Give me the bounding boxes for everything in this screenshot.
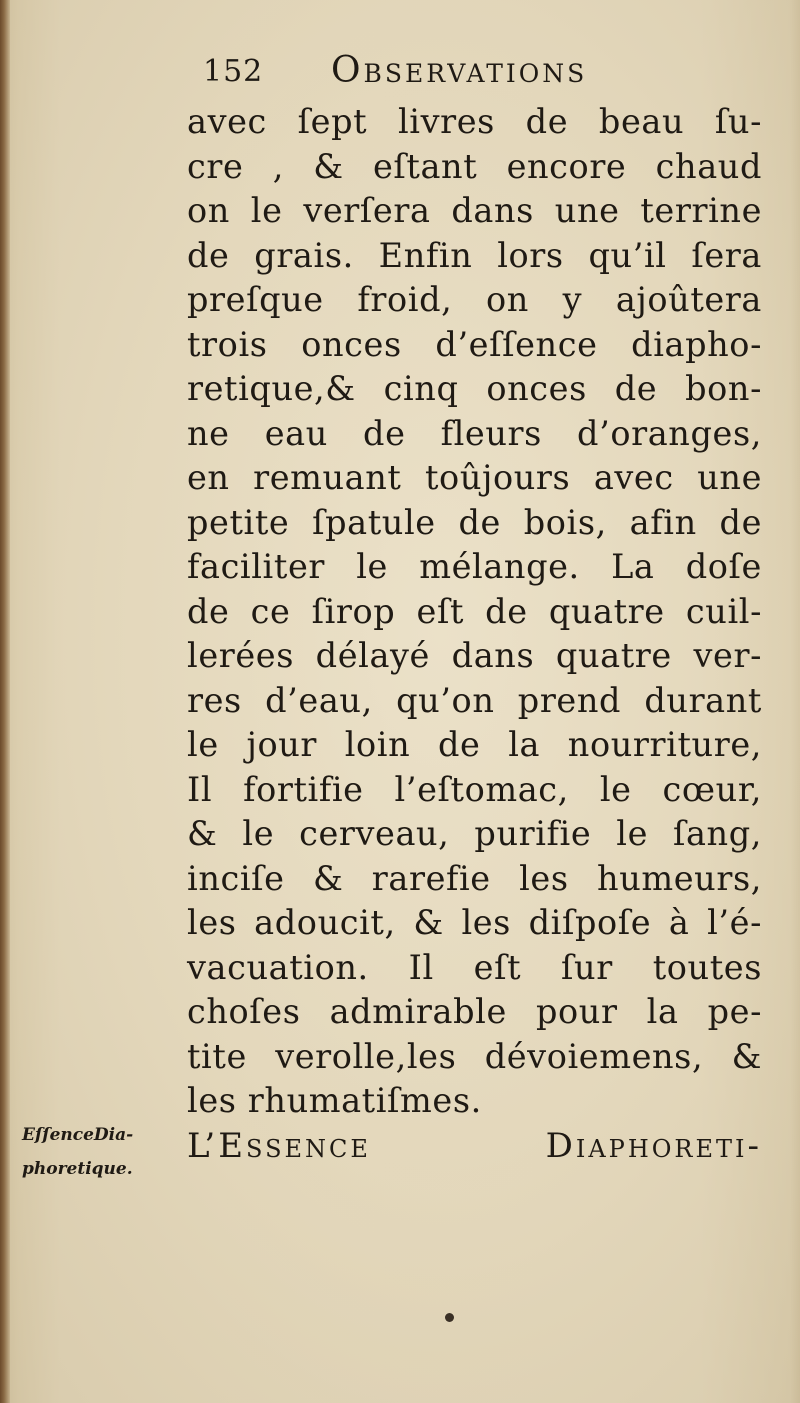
text-line: ne eau de fleurs d’oranges, <box>187 413 762 453</box>
ornament-dot <box>445 1313 454 1322</box>
text-line: retique,& cinq onces de bon- <box>187 369 762 408</box>
text-line: petite ſpatule de bois, afin de <box>187 502 762 542</box>
body-text <box>187 100 762 1168</box>
text-line: faciliter le mélange. La doſe <box>187 547 762 586</box>
margin-note <box>22 1118 182 1186</box>
text-line: avec ſept livres de beau ſu- <box>187 102 762 141</box>
text-line: les rhumatiſmes. <box>187 1081 482 1120</box>
text-line: Il fortifie l’eſtomac, le cœur, <box>187 769 762 809</box>
text-line: de grais. Enfin lors qu’il ſera <box>187 235 762 275</box>
text-line: de ce ſirop eſt de quatre cuil- <box>187 591 762 631</box>
section-heading: L’Essence Diaphoreti- <box>187 1125 762 1166</box>
page-binding-edge <box>0 0 10 1403</box>
text-line: preſque froid, on y ajoûtera <box>187 280 762 319</box>
text-line: inciſe & rarefie les humeurs, <box>187 858 762 898</box>
text-line: tite verolle,les dévoiemens, & <box>187 1036 762 1076</box>
text-line: lerées délayé dans quatre ver- <box>187 636 762 675</box>
text-line: les adoucit, & les diſpoſe à l’é- <box>187 903 762 942</box>
text-line: cre , & eſtant encore chaud <box>187 146 762 186</box>
running-title: Observations <box>331 50 588 91</box>
text-line: en remuant toûjours avec une <box>187 458 762 497</box>
text-line: & le cerveau, purifie le ſang, <box>187 814 762 853</box>
text-line: vacuation. Il eſt ſur toutes <box>187 947 762 987</box>
page-header <box>203 50 663 102</box>
page-number: 152 <box>203 54 264 89</box>
text-line: on le verſera dans une terrine <box>187 191 762 230</box>
text-line: trois onces d’eſſence diapho- <box>187 324 762 364</box>
margin-note-line: phoretique. <box>22 1159 133 1179</box>
text-line: le jour loin de la nourriture, <box>187 725 762 764</box>
margin-note-line: EſſenceDia- <box>22 1125 134 1145</box>
text-line: choſes admirable pour la pe- <box>187 992 762 1031</box>
text-line: res d’eau, qu’on prend durant <box>187 680 762 720</box>
